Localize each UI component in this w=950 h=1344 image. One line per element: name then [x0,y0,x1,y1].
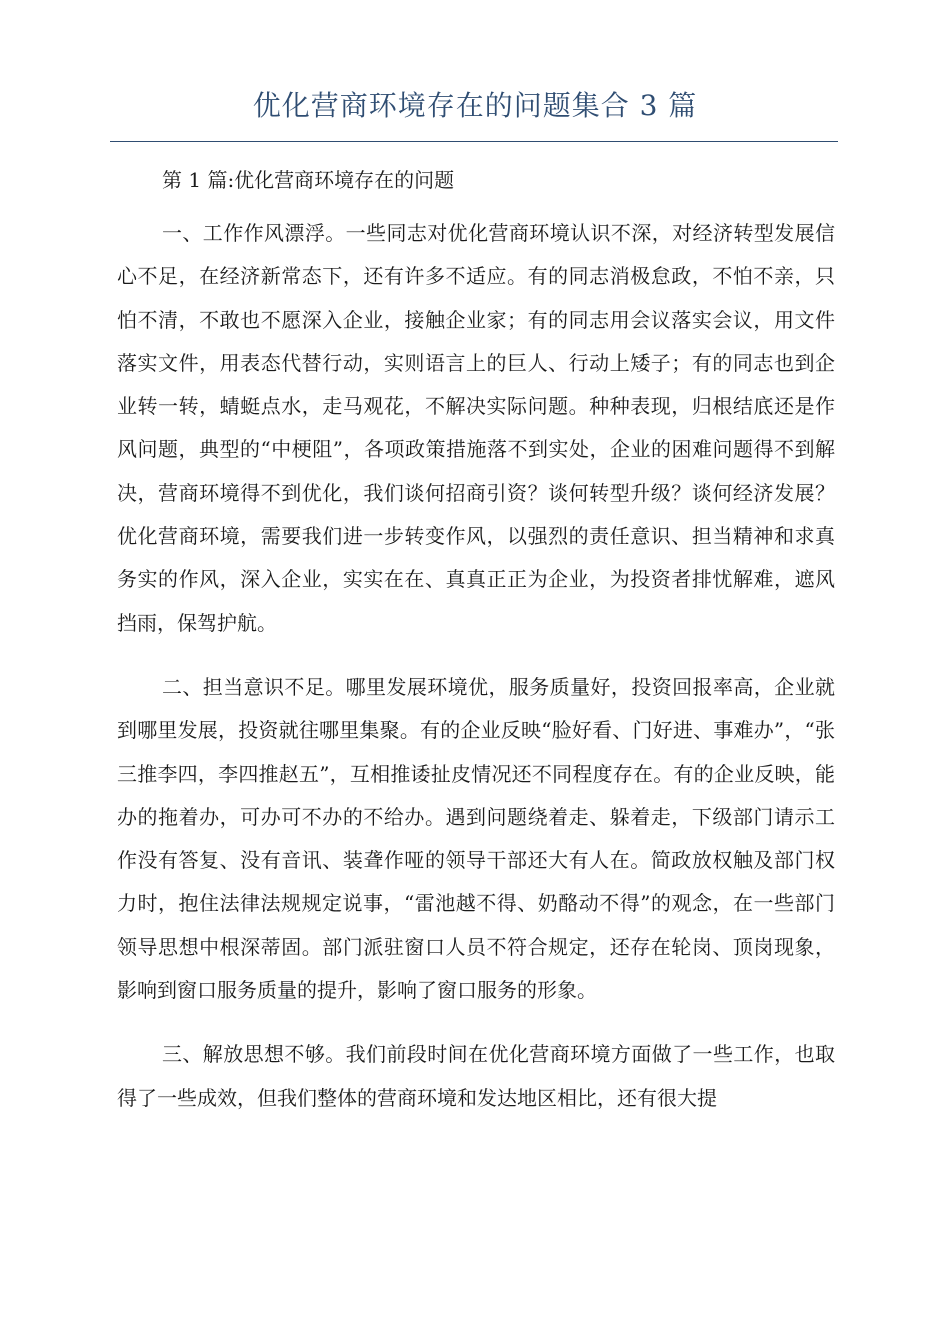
paragraph-3: 三、解放思想不够。我们前段时间在优化营商环境方面做了一些工作，也取得了一些成效，但我们整体的营商环境和发达地区相比，还有很大提 [117,1042,835,1110]
document-body [117,162,835,1141]
paragraph-2: 二、担当意识不足。哪里发展环境优，服务质量好，投资回报率高，企业就到哪里发展，投资就往哪里集聚。有的企业反映“脸好看、门好进、事难办”，“张三推李四，李四推赵五”，互相推诿扯皮情况还不同程度存在。有的企业反映，能办的拖着办，可办可不办的不给办。遇到问题绕着走、躲着走，下级部门请示工作没有答复、没有音讯、装聋作哑的领导干部还大有人在。简政放权触及部门权力时，抱住法律法规规定说事，“雷池越不得、奶酪动不得”的观念，在一些部门领导思想中根深蒂固。部门派驻窗口人员不符合规定，还存在轮岗、顶岗现象，影响到窗口服务质量的提升，影响了窗口服务的形象。 [117,674,835,1003]
section-heading: 第 1 篇:优化营商环境存在的问题 [162,168,455,192]
document-title: 优化营商环境存在的问题集合 3 篇 [252,89,698,122]
paragraph-1: 一、工作作风漂浮。一些同志对优化营商环境认识不深，对经济转型发展信心不足，在经济新常态下，还有许多不适应。有的同志消极怠政，不怕不亲，只怕不清，不敢也不愿深入企业，接触企业家；有的同志用会议落实会议，用文件落实文件，用表态代替行动，实则语言上的巨人、行动上矮子；有的同志也到企业转一转，蜻蜓点水，走马观花，不解决实际问题。种种表现，归根结底还是作风问题，典型的“中梗阻”，各项政策措施落不到实处，企业的困难问题得不到解决，营商环境得不到优化，我们谈何招商引资？谈何转型升级？谈何经济发展？优化营商环境，需要我们进一步转变作风，以强烈的责任意识、担当精神和求真务实的作风，深入企业，实实在在、真真正正为企业，为投资者排忧解难，遮风挡雨，保驾护航。 [117,221,835,635]
title-divider [110,141,838,142]
